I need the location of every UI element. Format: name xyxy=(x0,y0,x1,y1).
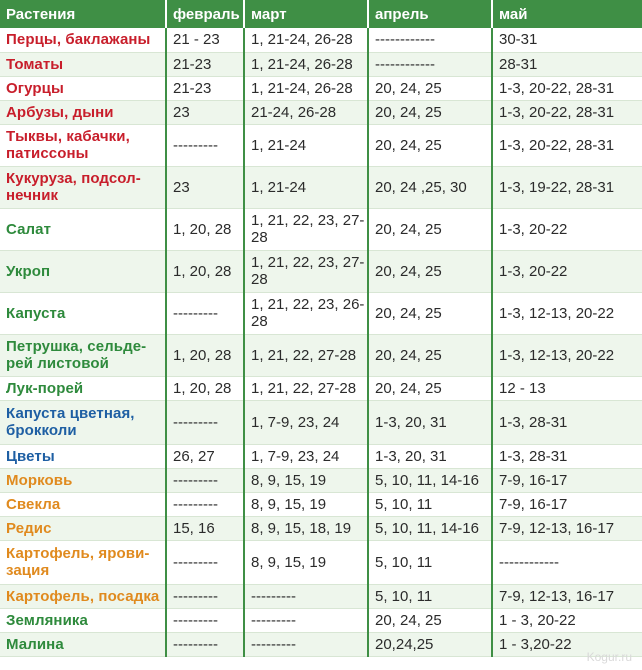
may-cell: 1 - 3, 20-22 xyxy=(492,608,642,632)
february-cell: --------- xyxy=(166,584,244,608)
plant-name: Лук-порей xyxy=(0,376,166,400)
march-cell: 1, 21-24, 26-28 xyxy=(244,76,368,100)
table-row xyxy=(0,250,642,292)
table-row xyxy=(0,400,642,444)
april-cell: 1-3, 20, 31 xyxy=(368,400,492,444)
march-cell: 1, 21-24 xyxy=(244,166,368,208)
may-cell: 1-3, 12-13, 20-22 xyxy=(492,292,642,334)
march-cell: --------- xyxy=(244,608,368,632)
march-cell: 1, 21-24, 26-28 xyxy=(244,52,368,76)
february-cell: 1, 20, 28 xyxy=(166,208,244,250)
february-cell: 1, 20, 28 xyxy=(166,376,244,400)
february-cell: 26, 27 xyxy=(166,444,244,468)
february-cell: 23 xyxy=(166,100,244,124)
may-cell: 12 - 13 xyxy=(492,376,642,400)
april-cell: 5, 10, 11 xyxy=(368,584,492,608)
table-row xyxy=(0,208,642,250)
plant-name: Земляника xyxy=(0,608,166,632)
february-cell: 23 xyxy=(166,166,244,208)
march-cell: 1, 21, 22, 23, 26-28 xyxy=(244,292,368,334)
may-cell: 1-3, 20-22 xyxy=(492,250,642,292)
plant-name: Свекла xyxy=(0,492,166,516)
plant-name: Редис xyxy=(0,516,166,540)
plant-name: Перцы, баклажаны xyxy=(0,28,166,52)
table-row xyxy=(0,492,642,516)
table-row xyxy=(0,376,642,400)
plant-name: Тыквы, кабачки, патиссоны xyxy=(0,124,166,166)
february-cell: 21-23 xyxy=(166,76,244,100)
february-cell: 1, 20, 28 xyxy=(166,334,244,376)
may-cell: 1 - 3,20-22 xyxy=(492,632,642,656)
march-cell: 8, 9, 15, 19 xyxy=(244,492,368,516)
march-cell: 8, 9, 15, 18, 19 xyxy=(244,516,368,540)
april-cell: 20, 24, 25 xyxy=(368,292,492,334)
table-row xyxy=(0,584,642,608)
plant-name: Морковь xyxy=(0,468,166,492)
may-cell: 30-31 xyxy=(492,28,642,52)
table-header-row xyxy=(0,0,642,28)
february-cell: --------- xyxy=(166,492,244,516)
march-cell: 8, 9, 15, 19 xyxy=(244,540,368,584)
header-plants: Растения xyxy=(0,0,166,28)
may-cell: 7-9, 12-13, 16-17 xyxy=(492,516,642,540)
plant-name: Цветы xyxy=(0,444,166,468)
may-cell: ------------ xyxy=(492,540,642,584)
may-cell: 7-9, 16-17 xyxy=(492,468,642,492)
february-cell: --------- xyxy=(166,608,244,632)
table-row xyxy=(0,540,642,584)
march-cell: 1, 21, 22, 23, 27-28 xyxy=(244,208,368,250)
april-cell: 20, 24, 25 xyxy=(368,100,492,124)
plant-name: Огурцы xyxy=(0,76,166,100)
may-cell: 28-31 xyxy=(492,52,642,76)
april-cell: 20,24,25 xyxy=(368,632,492,656)
plant-name: Малина xyxy=(0,632,166,656)
plant-name: Капуста xyxy=(0,292,166,334)
april-cell: 20, 24 ,25, 30 xyxy=(368,166,492,208)
march-cell: 1, 21-24 xyxy=(244,124,368,166)
march-cell: 21-24, 26-28 xyxy=(244,100,368,124)
plant-name: Арбузы, дыни xyxy=(0,100,166,124)
table-row xyxy=(0,28,642,52)
table-row xyxy=(0,334,642,376)
table-row xyxy=(0,632,642,656)
february-cell: --------- xyxy=(166,400,244,444)
header-april: апрель xyxy=(368,0,492,28)
table-row xyxy=(0,100,642,124)
march-cell: 1, 21, 22, 27-28 xyxy=(244,376,368,400)
april-cell: 20, 24, 25 xyxy=(368,250,492,292)
february-cell: --------- xyxy=(166,124,244,166)
march-cell: 1, 21, 22, 27-28 xyxy=(244,334,368,376)
table-row xyxy=(0,468,642,492)
february-cell: --------- xyxy=(166,468,244,492)
april-cell: 5, 10, 11 xyxy=(368,540,492,584)
may-cell: 1-3, 20-22, 28-31 xyxy=(492,124,642,166)
april-cell: 5, 10, 11, 14-16 xyxy=(368,468,492,492)
april-cell: 20, 24, 25 xyxy=(368,376,492,400)
march-cell: --------- xyxy=(244,632,368,656)
february-cell: --------- xyxy=(166,292,244,334)
april-cell: 20, 24, 25 xyxy=(368,334,492,376)
may-cell: 1-3, 20-22 xyxy=(492,208,642,250)
plant-name: Кукуруза, подсол- нечник xyxy=(0,166,166,208)
april-cell: 20, 24, 25 xyxy=(368,76,492,100)
april-cell: 5, 10, 11 xyxy=(368,492,492,516)
april-cell: ------------ xyxy=(368,28,492,52)
february-cell: 21-23 xyxy=(166,52,244,76)
april-cell: 20, 24, 25 xyxy=(368,124,492,166)
table-row xyxy=(0,76,642,100)
march-cell: 8, 9, 15, 19 xyxy=(244,468,368,492)
plant-name: Укроп xyxy=(0,250,166,292)
table-row xyxy=(0,516,642,540)
march-cell: 1, 21, 22, 23, 27-28 xyxy=(244,250,368,292)
plant-name: Салат xyxy=(0,208,166,250)
header-may: май xyxy=(492,0,642,28)
table-row xyxy=(0,166,642,208)
may-cell: 7-9, 12-13, 16-17 xyxy=(492,584,642,608)
table-row xyxy=(0,292,642,334)
plant-name: Картофель, ярови- зация xyxy=(0,540,166,584)
plant-name: Томаты xyxy=(0,52,166,76)
february-cell: 1, 20, 28 xyxy=(166,250,244,292)
header-february: февраль xyxy=(166,0,244,28)
march-cell: --------- xyxy=(244,584,368,608)
february-cell: --------- xyxy=(166,632,244,656)
april-cell: ------------ xyxy=(368,52,492,76)
may-cell: 1-3, 20-22, 28-31 xyxy=(492,100,642,124)
may-cell: 1-3, 28-31 xyxy=(492,400,642,444)
may-cell: 1-3, 20-22, 28-31 xyxy=(492,76,642,100)
table-row xyxy=(0,52,642,76)
february-cell: 15, 16 xyxy=(166,516,244,540)
plant-name: Капуста цветная, брокколи xyxy=(0,400,166,444)
watermark: Kogur.ru xyxy=(586,650,632,664)
may-cell: 1-3, 28-31 xyxy=(492,444,642,468)
march-cell: 1, 7-9, 23, 24 xyxy=(244,444,368,468)
header-march: март xyxy=(244,0,368,28)
may-cell: 7-9, 16-17 xyxy=(492,492,642,516)
april-cell: 5, 10, 11, 14-16 xyxy=(368,516,492,540)
february-cell: 21 - 23 xyxy=(166,28,244,52)
march-cell: 1, 7-9, 23, 24 xyxy=(244,400,368,444)
table-row xyxy=(0,608,642,632)
april-cell: 1-3, 20, 31 xyxy=(368,444,492,468)
may-cell: 1-3, 19-22, 28-31 xyxy=(492,166,642,208)
table-row xyxy=(0,444,642,468)
table-body xyxy=(0,28,642,656)
february-cell: --------- xyxy=(166,540,244,584)
april-cell: 20, 24, 25 xyxy=(368,208,492,250)
plant-name: Петрушка, сельде- рей листовой xyxy=(0,334,166,376)
plant-name: Картофель, посадка xyxy=(0,584,166,608)
table-row xyxy=(0,124,642,166)
may-cell: 1-3, 12-13, 20-22 xyxy=(492,334,642,376)
march-cell: 1, 21-24, 26-28 xyxy=(244,28,368,52)
april-cell: 20, 24, 25 xyxy=(368,608,492,632)
